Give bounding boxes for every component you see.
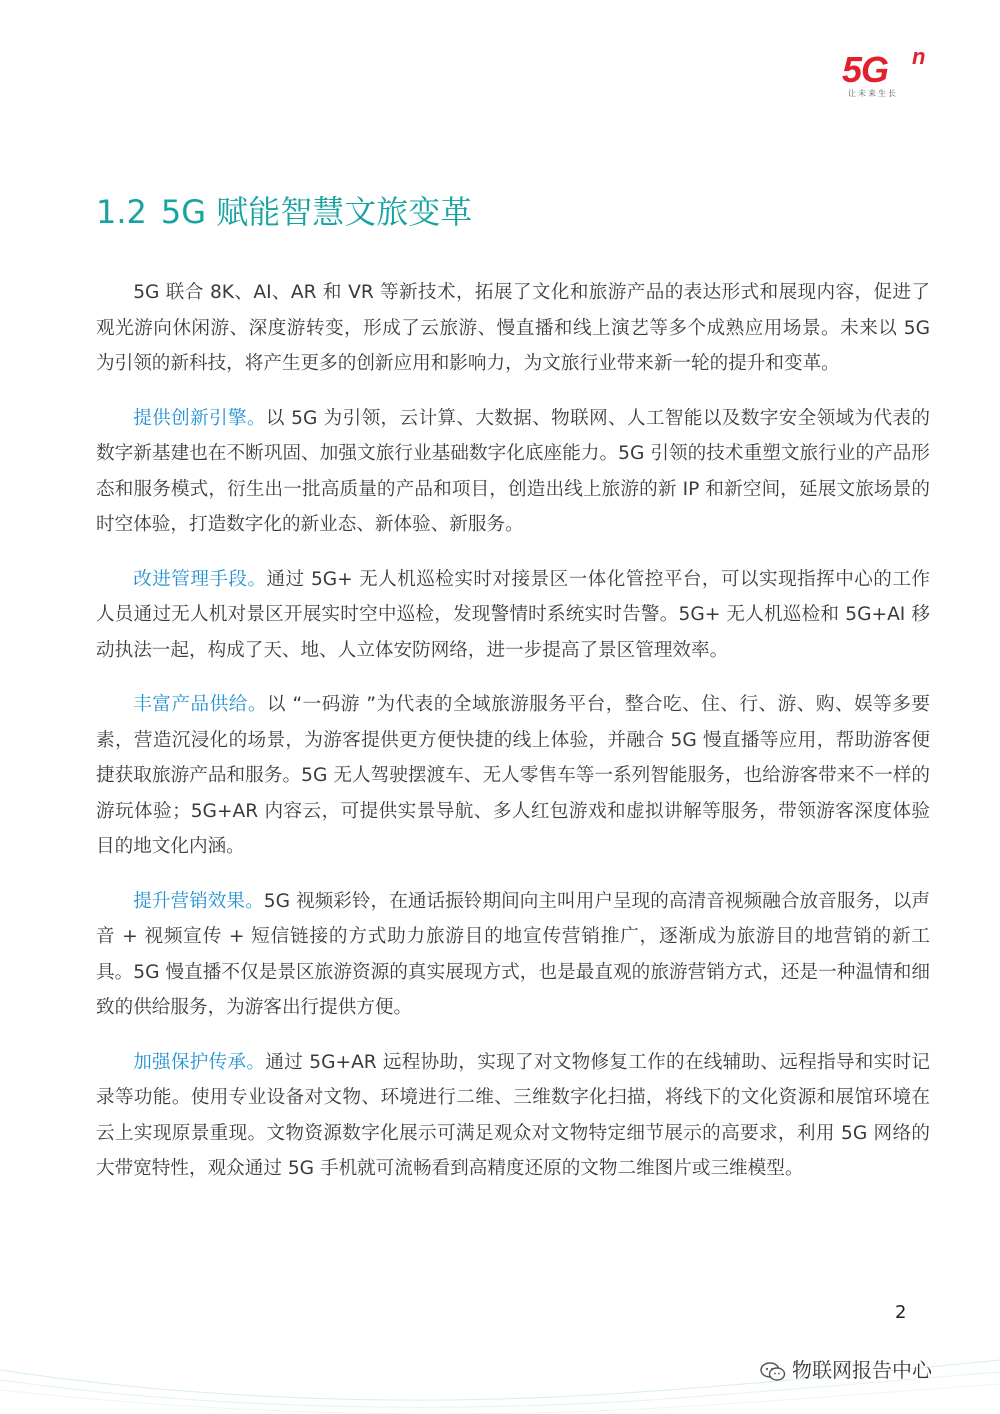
paragraph-text: 通过 5G+AR 远程协助，实现了对文物修复工作的在线辅助、远程指导和实时记录等功能。使用专业设备对文物、环境进行二维、三维数字化扫描，将线下的文化资源和展馆环境在云上实现原景重现。文物资源数字化展示可满足观众对文物特定细节展示的高要求，利用 5G 网络的大带宽特性，观众通过 5G 手机就可流畅看到高精度还原的文物二维图片或三维模型。 bbox=[96, 1051, 930, 1179]
section-number: 1.2 bbox=[96, 193, 147, 231]
section-title-text: 5G 赋能智慧文旅变革 bbox=[160, 193, 473, 231]
paragraph bbox=[96, 562, 930, 669]
paragraph bbox=[96, 401, 930, 543]
paragraph-lead: 丰富产品供给。 bbox=[133, 694, 267, 715]
paragraph-text: 通过 5G+ 无人机巡检实时对接景区一体化管控平台，可以实现指挥中心的工作人员通过无人机对景区开展实时空中巡检，发现警情时系统实时告警。5G+ 无人机巡检和 5G+AI 移动执法一起，构成了天、地、人立体安防网络，进一步提高了景区管理效率。 bbox=[96, 568, 930, 661]
logo-superscript: n bbox=[912, 44, 926, 69]
paragraph bbox=[96, 275, 930, 382]
paragraph-lead: 提升营销效果。 bbox=[133, 890, 264, 912]
paragraph bbox=[96, 687, 930, 865]
watermark bbox=[760, 1354, 932, 1383]
logo-tagline: 让未来生长 bbox=[848, 89, 898, 98]
paragraph bbox=[96, 884, 930, 1026]
paragraph-text: 5G 联合 8K、AI、AR 和 VR 等新技术，拓展了文化和旅游产品的表达形式和展现内容，促进了观光游向休闲游、深度游转变，形成了云旅游、慢直播和线上演艺等多个成熟应用场景。未来以 5G 为引领的新科技，将产生更多的创新应用和影响力，为文旅行业带来新一轮的提升和变革。 bbox=[96, 282, 930, 374]
paragraph-text: 5G 视频彩铃，在通话振铃期间向主叫用户呈现的高清音视频融合放音服务，以声音 + 视频宣传 + 短信链接的方式助力旅游目的地宣传营销推广，逐渐成为旅游目的地营销的新工具。5G 慢直播不仅是景区旅游资源的真实展现方式，也是最直观的旅游营销方式，还是一种温情和细致的供给服务，为游客出行提供方便。 bbox=[96, 890, 930, 1018]
paragraph-text: 以 “一码游 ”为代表的全域旅游服务平台，整合吃、住、行、游、购、娱等多要素，营造沉浸化的场景，为游客提供更方便快捷的线上体验，并融合 5G 慢直播等应用，帮助游客便捷获取旅游产品和服务。5G 无人驾驶摆渡车、无人零售车等一系列智能服务，也给游客带来不一样的游玩体验；5G+AR 内容云，可提供实景导航、多人红包游戏和虚拟讲解等服务，带领游客深度体验目的地文化内涵。 bbox=[96, 694, 930, 857]
paragraph bbox=[96, 1045, 930, 1187]
brand-logo bbox=[842, 44, 932, 100]
watermark-text: 物联网报告中心 bbox=[792, 1358, 932, 1382]
paragraph-text: 以 5G 为引领，云计算、大数据、物联网、人工智能以及数字安全领域为代表的数字新基建也在不断巩固、加强文旅行业基础数字化底座能力。5G 引领的技术重塑文旅行业的产品形态和服务模式，衍生出一批高质量的产品和项目，创造出线上旅游的新 IP 和新空间，延展文旅场景的时空体验，打造数字化的新业态、新体验、新服务。 bbox=[96, 407, 930, 535]
paragraph-lead: 改进管理手段。 bbox=[133, 568, 267, 590]
section-title bbox=[96, 190, 472, 234]
paragraph-lead: 加强保护传承。 bbox=[133, 1051, 266, 1073]
logo-mark: 5G bbox=[842, 49, 889, 90]
paragraph-lead: 提供创新引擎。 bbox=[133, 407, 266, 429]
page-number: 2 bbox=[895, 1302, 907, 1323]
wechat-icon bbox=[760, 1361, 786, 1383]
body-text bbox=[96, 275, 930, 1206]
